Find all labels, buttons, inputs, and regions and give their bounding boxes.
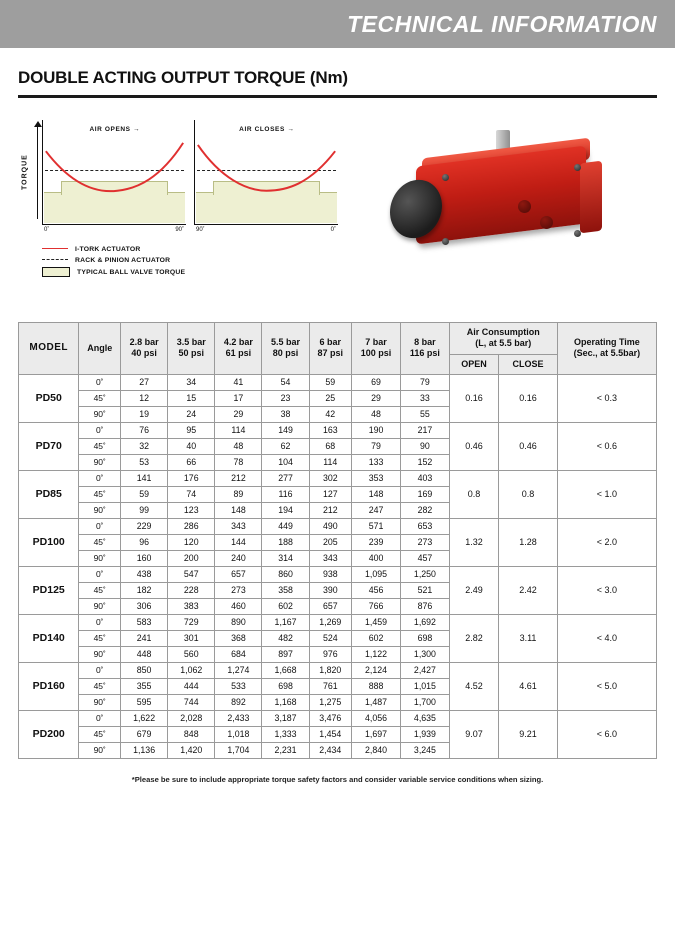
cell-torque-value: 240 bbox=[215, 550, 262, 566]
cell-torque-value: 114 bbox=[215, 422, 262, 438]
cell-torque-value: 890 bbox=[215, 614, 262, 630]
cell-air-open: 0.8 bbox=[449, 470, 499, 518]
cell-torque-value: 2,434 bbox=[309, 742, 351, 758]
cell-air-open: 2.82 bbox=[449, 614, 499, 662]
cell-torque-value: 127 bbox=[309, 486, 351, 502]
section-title: DOUBLE ACTING OUTPUT TORQUE (Nm) bbox=[18, 68, 348, 87]
cell-torque-value: 2,427 bbox=[401, 662, 450, 678]
cell-angle: 0˚ bbox=[79, 710, 121, 726]
cell-angle: 45˚ bbox=[79, 438, 121, 454]
cell-torque-value: 62 bbox=[262, 438, 309, 454]
x-ticks-panel-2 bbox=[194, 225, 338, 233]
cell-torque-value: 74 bbox=[168, 486, 215, 502]
cell-torque-value: 53 bbox=[121, 454, 168, 470]
cell-torque-value: 41 bbox=[215, 374, 262, 390]
x-tick-left: 90˚ bbox=[196, 227, 205, 233]
cell-operating-time: < 6.0 bbox=[557, 710, 656, 758]
cell-torque-value: 277 bbox=[262, 470, 309, 486]
cell-air-close: 2.42 bbox=[499, 566, 558, 614]
actuator-bolt bbox=[442, 238, 449, 245]
cell-torque-value: 78 bbox=[215, 454, 262, 470]
legend-item bbox=[42, 267, 338, 277]
cell-angle: 90˚ bbox=[79, 742, 121, 758]
chart-panel-air-closes bbox=[194, 120, 338, 225]
cell-torque-value: 438 bbox=[121, 566, 168, 582]
cell-air-open: 2.49 bbox=[449, 566, 499, 614]
cell-torque-value: 144 bbox=[215, 534, 262, 550]
cell-torque-value: 96 bbox=[121, 534, 168, 550]
red-line-icon bbox=[42, 245, 68, 253]
cell-angle: 90˚ bbox=[79, 454, 121, 470]
cell-torque-value: 123 bbox=[168, 502, 215, 518]
cell-operating-time: < 0.6 bbox=[557, 422, 656, 470]
cell-torque-value: 212 bbox=[309, 502, 351, 518]
cell-torque-value: 448 bbox=[121, 646, 168, 662]
cell-model: PD100 bbox=[19, 518, 79, 566]
cell-torque-value: 482 bbox=[262, 630, 309, 646]
cell-torque-value: 55 bbox=[401, 406, 450, 422]
cell-torque-value: 228 bbox=[168, 582, 215, 598]
cell-air-open: 4.52 bbox=[449, 662, 499, 710]
cell-angle: 0˚ bbox=[79, 518, 121, 534]
cell-torque-value: 90 bbox=[401, 438, 450, 454]
x-tick-right: 90˚ bbox=[175, 227, 184, 233]
cell-torque-value: 152 bbox=[401, 454, 450, 470]
cell-angle: 90˚ bbox=[79, 502, 121, 518]
cell-torque-value: 571 bbox=[351, 518, 400, 534]
th-operating-time: Operating Time (Sec., at 5.5bar) bbox=[557, 323, 656, 375]
cell-torque-value: 1,939 bbox=[401, 726, 450, 742]
cell-torque-value: 301 bbox=[168, 630, 215, 646]
cell-operating-time: < 5.0 bbox=[557, 662, 656, 710]
cell-air-open: 9.07 bbox=[449, 710, 499, 758]
x-tick-right: 0˚ bbox=[330, 227, 336, 233]
cell-angle: 45˚ bbox=[79, 678, 121, 694]
cell-torque-value: 17 bbox=[215, 390, 262, 406]
cell-torque-value: 547 bbox=[168, 566, 215, 582]
cell-torque-value: 888 bbox=[351, 678, 400, 694]
filled-box-icon bbox=[42, 267, 70, 277]
cell-torque-value: 457 bbox=[401, 550, 450, 566]
cell-torque-value: 99 bbox=[121, 502, 168, 518]
table-row bbox=[19, 470, 657, 486]
legend-label: RACK & PINION ACTUATOR bbox=[75, 256, 171, 264]
cell-air-close: 4.61 bbox=[499, 662, 558, 710]
cell-air-close: 9.21 bbox=[499, 710, 558, 758]
cell-torque-value: 239 bbox=[351, 534, 400, 550]
dashed-line-icon bbox=[42, 256, 68, 264]
cell-operating-time: < 1.0 bbox=[557, 470, 656, 518]
cell-air-close: 3.11 bbox=[499, 614, 558, 662]
y-axis-arrow-icon bbox=[32, 120, 42, 225]
product-photo bbox=[348, 120, 657, 290]
cell-torque-value: 19 bbox=[121, 406, 168, 422]
chart-panel-label: AIR CLOSES → bbox=[239, 126, 294, 133]
cell-torque-value: 353 bbox=[351, 470, 400, 486]
cell-torque-value: 190 bbox=[351, 422, 400, 438]
cell-torque-value: 34 bbox=[168, 374, 215, 390]
cell-torque-value: 383 bbox=[168, 598, 215, 614]
cell-torque-value: 876 bbox=[401, 598, 450, 614]
cell-torque-value: 976 bbox=[309, 646, 351, 662]
cell-torque-value: 217 bbox=[401, 422, 450, 438]
cell-torque-value: 104 bbox=[262, 454, 309, 470]
cell-torque-value: 1,820 bbox=[309, 662, 351, 678]
cell-torque-value: 182 bbox=[121, 582, 168, 598]
cell-torque-value: 286 bbox=[168, 518, 215, 534]
cell-torque-value: 390 bbox=[309, 582, 351, 598]
th-air-consumption: Air Consumption (L, at 5.5 bar) bbox=[449, 323, 557, 355]
th-pressure-6: 7 bar 100 psi bbox=[351, 323, 400, 375]
actuator-bolt bbox=[442, 174, 449, 181]
th-pressure-7: 8 bar 116 psi bbox=[401, 323, 450, 375]
legend-label: I-TORK ACTUATOR bbox=[75, 245, 141, 253]
cell-torque-value: 3,245 bbox=[401, 742, 450, 758]
table-row bbox=[19, 710, 657, 726]
cell-torque-value: 1,274 bbox=[215, 662, 262, 678]
cell-torque-value: 460 bbox=[215, 598, 262, 614]
cell-torque-value: 76 bbox=[121, 422, 168, 438]
table-footnote: *Please be sure to include appropriate torque safety factors and consider variable service conditions when sizing. bbox=[131, 774, 544, 784]
cell-torque-value: 89 bbox=[215, 486, 262, 502]
cell-angle: 0˚ bbox=[79, 566, 121, 582]
cell-model: PD50 bbox=[19, 374, 79, 422]
torque-table-wrap bbox=[18, 322, 657, 759]
cell-torque-value: 1,420 bbox=[168, 742, 215, 758]
cell-torque-value: 1,275 bbox=[309, 694, 351, 710]
cell-torque-value: 1,697 bbox=[351, 726, 400, 742]
cell-air-close: 0.16 bbox=[499, 374, 558, 422]
cell-torque-value: 25 bbox=[309, 390, 351, 406]
cell-torque-value: 176 bbox=[168, 470, 215, 486]
cell-torque-value: 355 bbox=[121, 678, 168, 694]
cell-torque-value: 3,187 bbox=[262, 710, 309, 726]
cell-torque-value: 133 bbox=[351, 454, 400, 470]
cell-angle: 45˚ bbox=[79, 486, 121, 502]
cell-torque-value: 148 bbox=[351, 486, 400, 502]
th-pressure-3: 4.2 bar 61 psi bbox=[215, 323, 262, 375]
actuator-bolt bbox=[574, 230, 581, 237]
cell-angle: 45˚ bbox=[79, 534, 121, 550]
chart-y-axis-label: TORQUE bbox=[21, 154, 29, 191]
table-header-row bbox=[19, 323, 657, 355]
cell-torque-value: 602 bbox=[351, 630, 400, 646]
cell-torque-value: 27 bbox=[121, 374, 168, 390]
legend-label: TYPICAL BALL VALVE TORQUE bbox=[77, 268, 186, 276]
cell-torque-value: 48 bbox=[351, 406, 400, 422]
cell-torque-value: 1,095 bbox=[351, 566, 400, 582]
cell-torque-value: 1,062 bbox=[168, 662, 215, 678]
table-row bbox=[19, 422, 657, 438]
chart-legend bbox=[42, 245, 338, 277]
th-open: OPEN bbox=[449, 354, 499, 374]
cell-torque-value: 95 bbox=[168, 422, 215, 438]
actuator-bolt bbox=[574, 164, 581, 171]
cell-torque-value: 229 bbox=[121, 518, 168, 534]
itork-curve-icon bbox=[195, 120, 338, 224]
cell-torque-value: 42 bbox=[309, 406, 351, 422]
cell-angle: 45˚ bbox=[79, 390, 121, 406]
page-header bbox=[0, 0, 675, 48]
cell-torque-value: 116 bbox=[262, 486, 309, 502]
cell-torque-value: 29 bbox=[215, 406, 262, 422]
cell-torque-value: 657 bbox=[215, 566, 262, 582]
cell-torque-value: 1,459 bbox=[351, 614, 400, 630]
cell-torque-value: 1,269 bbox=[309, 614, 351, 630]
cell-torque-value: 560 bbox=[168, 646, 215, 662]
cell-torque-value: 3,476 bbox=[309, 710, 351, 726]
cell-air-close: 1.28 bbox=[499, 518, 558, 566]
cell-torque-value: 282 bbox=[401, 502, 450, 518]
cell-angle: 90˚ bbox=[79, 406, 121, 422]
cell-air-close: 0.8 bbox=[499, 470, 558, 518]
cell-torque-value: 403 bbox=[401, 470, 450, 486]
cell-torque-value: 761 bbox=[309, 678, 351, 694]
th-pressure-1: 2.8 bar 40 psi bbox=[121, 323, 168, 375]
cell-torque-value: 698 bbox=[401, 630, 450, 646]
cell-torque-value: 524 bbox=[309, 630, 351, 646]
cell-model: PD85 bbox=[19, 470, 79, 518]
cell-angle: 90˚ bbox=[79, 646, 121, 662]
chart-panel-air-opens bbox=[42, 120, 186, 225]
cell-operating-time: < 3.0 bbox=[557, 566, 656, 614]
cell-torque-value: 200 bbox=[168, 550, 215, 566]
cell-angle: 90˚ bbox=[79, 598, 121, 614]
cell-torque-value: 2,433 bbox=[215, 710, 262, 726]
cell-torque-value: 358 bbox=[262, 582, 309, 598]
cell-torque-value: 456 bbox=[351, 582, 400, 598]
cell-torque-value: 68 bbox=[309, 438, 351, 454]
cell-model: PD160 bbox=[19, 662, 79, 710]
cell-model: PD125 bbox=[19, 566, 79, 614]
cell-torque-value: 684 bbox=[215, 646, 262, 662]
cell-torque-value: 1,300 bbox=[401, 646, 450, 662]
cell-operating-time: < 2.0 bbox=[557, 518, 656, 566]
cell-torque-value: 205 bbox=[309, 534, 351, 550]
cell-torque-value: 595 bbox=[121, 694, 168, 710]
cell-angle: 45˚ bbox=[79, 726, 121, 742]
th-pressure-5: 6 bar 87 psi bbox=[309, 323, 351, 375]
cell-torque-value: 141 bbox=[121, 470, 168, 486]
cell-torque-value: 1,122 bbox=[351, 646, 400, 662]
cell-torque-value: 188 bbox=[262, 534, 309, 550]
actuator-illustration bbox=[378, 148, 608, 256]
cell-torque-value: 444 bbox=[168, 678, 215, 694]
actuator-end-cap bbox=[580, 161, 602, 234]
cell-torque-value: 400 bbox=[351, 550, 400, 566]
cell-torque-value: 314 bbox=[262, 550, 309, 566]
cell-torque-value: 169 bbox=[401, 486, 450, 502]
cell-torque-value: 114 bbox=[309, 454, 351, 470]
cell-torque-value: 449 bbox=[262, 518, 309, 534]
cell-torque-value: 679 bbox=[121, 726, 168, 742]
cell-torque-value: 302 bbox=[309, 470, 351, 486]
actuator-port bbox=[518, 200, 531, 213]
cell-torque-value: 273 bbox=[401, 534, 450, 550]
cell-angle: 0˚ bbox=[79, 374, 121, 390]
arrow-right-icon: → bbox=[287, 126, 294, 133]
th-pressure-2: 3.5 bar 50 psi bbox=[168, 323, 215, 375]
cell-operating-time: < 4.0 bbox=[557, 614, 656, 662]
cell-torque-value: 2,231 bbox=[262, 742, 309, 758]
cell-angle: 0˚ bbox=[79, 662, 121, 678]
torque-curve-chart bbox=[18, 120, 338, 280]
cell-operating-time: < 0.3 bbox=[557, 374, 656, 422]
page-title: TECHNICAL INFORMATION bbox=[347, 10, 657, 37]
cell-torque-value: 1,487 bbox=[351, 694, 400, 710]
cell-torque-value: 15 bbox=[168, 390, 215, 406]
torque-table bbox=[18, 322, 657, 759]
cell-torque-value: 490 bbox=[309, 518, 351, 534]
cell-torque-value: 1,168 bbox=[262, 694, 309, 710]
th-close: CLOSE bbox=[499, 354, 558, 374]
cell-torque-value: 1,167 bbox=[262, 614, 309, 630]
cell-torque-value: 1,333 bbox=[262, 726, 309, 742]
cell-torque-value: 306 bbox=[121, 598, 168, 614]
cell-torque-value: 23 bbox=[262, 390, 309, 406]
cell-angle: 90˚ bbox=[79, 694, 121, 710]
cell-torque-value: 897 bbox=[262, 646, 309, 662]
cell-torque-value: 1,015 bbox=[401, 678, 450, 694]
arrow-right-icon: → bbox=[133, 126, 140, 133]
cell-model: PD140 bbox=[19, 614, 79, 662]
cell-torque-value: 850 bbox=[121, 662, 168, 678]
cell-angle: 45˚ bbox=[79, 630, 121, 646]
cell-torque-value: 66 bbox=[168, 454, 215, 470]
cell-angle: 0˚ bbox=[79, 422, 121, 438]
cell-torque-value: 79 bbox=[401, 374, 450, 390]
cell-torque-value: 583 bbox=[121, 614, 168, 630]
cell-torque-value: 48 bbox=[215, 438, 262, 454]
cell-angle: 90˚ bbox=[79, 550, 121, 566]
cell-air-open: 1.32 bbox=[449, 518, 499, 566]
table-head bbox=[19, 323, 657, 375]
cell-torque-value: 2,124 bbox=[351, 662, 400, 678]
cell-air-open: 0.46 bbox=[449, 422, 499, 470]
cell-torque-value: 160 bbox=[121, 550, 168, 566]
cell-torque-value: 653 bbox=[401, 518, 450, 534]
cell-torque-value: 860 bbox=[262, 566, 309, 582]
cell-torque-value: 1,668 bbox=[262, 662, 309, 678]
cell-torque-value: 1,136 bbox=[121, 742, 168, 758]
th-model: MODEL bbox=[19, 323, 79, 375]
chart-x-axis-labels bbox=[42, 225, 338, 233]
cell-torque-value: 343 bbox=[215, 518, 262, 534]
actuator-port bbox=[540, 216, 553, 229]
cell-torque-value: 163 bbox=[309, 422, 351, 438]
cell-torque-value: 194 bbox=[262, 502, 309, 518]
cell-torque-value: 1,622 bbox=[121, 710, 168, 726]
table-row bbox=[19, 374, 657, 390]
cell-torque-value: 69 bbox=[351, 374, 400, 390]
cell-torque-value: 698 bbox=[262, 678, 309, 694]
cell-torque-value: 521 bbox=[401, 582, 450, 598]
cell-angle: 45˚ bbox=[79, 582, 121, 598]
cell-torque-value: 1,250 bbox=[401, 566, 450, 582]
cell-torque-value: 848 bbox=[168, 726, 215, 742]
cell-torque-value: 79 bbox=[351, 438, 400, 454]
cell-torque-value: 4,635 bbox=[401, 710, 450, 726]
cell-torque-value: 59 bbox=[121, 486, 168, 502]
cell-torque-value: 59 bbox=[309, 374, 351, 390]
cell-torque-value: 32 bbox=[121, 438, 168, 454]
cell-torque-value: 40 bbox=[168, 438, 215, 454]
cell-torque-value: 149 bbox=[262, 422, 309, 438]
cell-torque-value: 54 bbox=[262, 374, 309, 390]
cell-air-open: 0.16 bbox=[449, 374, 499, 422]
cell-torque-value: 29 bbox=[351, 390, 400, 406]
table-row bbox=[19, 518, 657, 534]
itork-curve-icon bbox=[43, 120, 186, 224]
cell-torque-value: 892 bbox=[215, 694, 262, 710]
cell-torque-value: 602 bbox=[262, 598, 309, 614]
cell-torque-value: 343 bbox=[309, 550, 351, 566]
chart-plot-area bbox=[18, 120, 338, 225]
cell-torque-value: 247 bbox=[351, 502, 400, 518]
cell-torque-value: 148 bbox=[215, 502, 262, 518]
cell-torque-value: 657 bbox=[309, 598, 351, 614]
cell-torque-value: 1,454 bbox=[309, 726, 351, 742]
cell-torque-value: 1,018 bbox=[215, 726, 262, 742]
legend-item bbox=[42, 256, 338, 264]
cell-air-close: 0.46 bbox=[499, 422, 558, 470]
cell-torque-value: 729 bbox=[168, 614, 215, 630]
cell-torque-value: 273 bbox=[215, 582, 262, 598]
chart-panel-label: AIR OPENS → bbox=[89, 126, 140, 133]
cell-torque-value: 2,028 bbox=[168, 710, 215, 726]
table-body bbox=[19, 374, 657, 758]
cell-torque-value: 1,700 bbox=[401, 694, 450, 710]
cell-torque-value: 368 bbox=[215, 630, 262, 646]
cell-model: PD200 bbox=[19, 710, 79, 758]
cell-torque-value: 212 bbox=[215, 470, 262, 486]
th-angle: Angle bbox=[79, 323, 121, 375]
x-ticks-panel-1 bbox=[42, 225, 186, 233]
section-title-block bbox=[18, 68, 657, 98]
cell-torque-value: 241 bbox=[121, 630, 168, 646]
cell-torque-value: 33 bbox=[401, 390, 450, 406]
cell-torque-value: 120 bbox=[168, 534, 215, 550]
cell-torque-value: 2,840 bbox=[351, 742, 400, 758]
legend-item bbox=[42, 245, 338, 253]
cell-torque-value: 38 bbox=[262, 406, 309, 422]
cell-angle: 0˚ bbox=[79, 614, 121, 630]
cell-angle: 0˚ bbox=[79, 470, 121, 486]
cell-torque-value: 744 bbox=[168, 694, 215, 710]
figure-row bbox=[18, 120, 657, 300]
cell-torque-value: 1,692 bbox=[401, 614, 450, 630]
cell-torque-value: 4,056 bbox=[351, 710, 400, 726]
cell-torque-value: 766 bbox=[351, 598, 400, 614]
table-row bbox=[19, 566, 657, 582]
th-pressure-4: 5.5 bar 80 psi bbox=[262, 323, 309, 375]
table-row bbox=[19, 614, 657, 630]
table-row bbox=[19, 662, 657, 678]
cell-torque-value: 24 bbox=[168, 406, 215, 422]
cell-torque-value: 938 bbox=[309, 566, 351, 582]
cell-torque-value: 1,704 bbox=[215, 742, 262, 758]
x-tick-left: 0˚ bbox=[44, 227, 50, 233]
cell-torque-value: 12 bbox=[121, 390, 168, 406]
cell-model: PD70 bbox=[19, 422, 79, 470]
cell-torque-value: 533 bbox=[215, 678, 262, 694]
